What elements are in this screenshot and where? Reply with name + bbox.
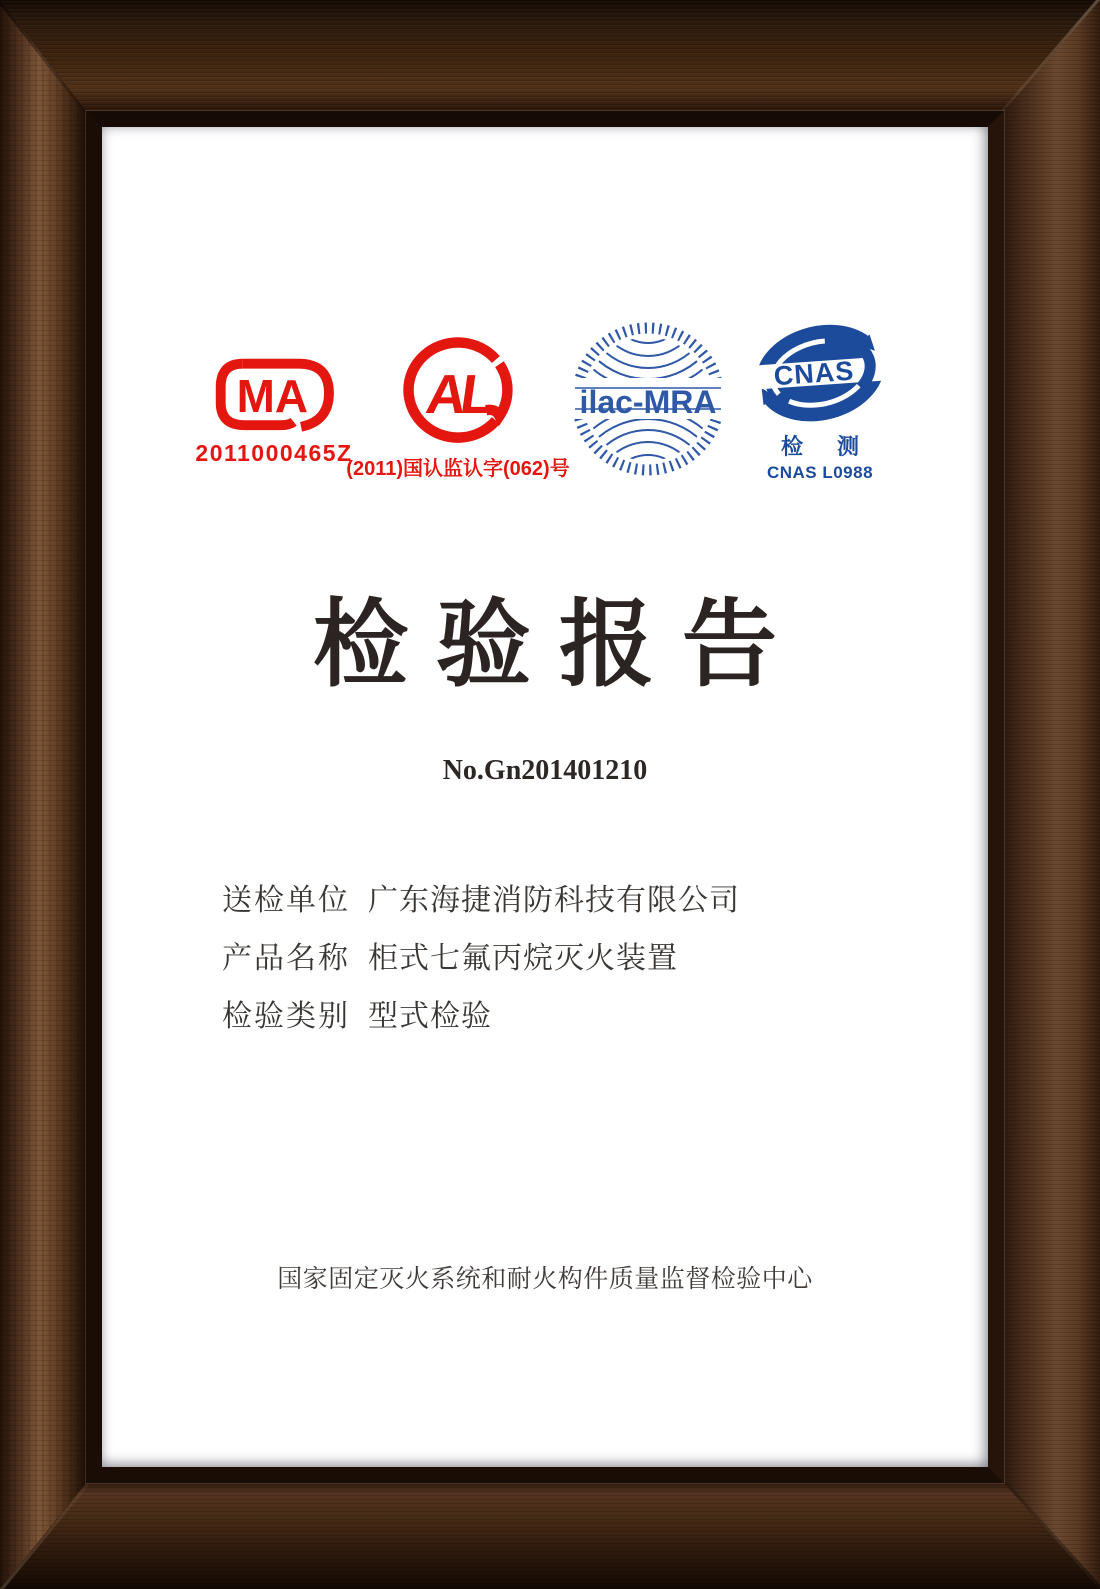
field-row-submitting-unit — [222, 875, 740, 933]
cal-letters: AL — [422, 363, 494, 425]
cal-certification-block — [346, 333, 570, 481]
report-number: No.Gn201401210 — [442, 755, 648, 786]
cma-letters: MA — [236, 370, 309, 423]
cnas-lab-code: CNAS L0988 — [766, 463, 874, 482]
issuing-center-name: 国家固定灭火系统和耐火构件质量监督检验中心 — [277, 1265, 813, 1293]
field-row-inspection-type — [222, 991, 740, 1049]
field-value: 柜式七氟丙烷灭火装置 — [368, 942, 678, 975]
cal-number: (2011)国认监认字(062)号 — [346, 458, 570, 480]
field-value: 广东海捷消防科技有限公司 — [368, 884, 740, 917]
cnas-mark-icon — [750, 321, 890, 425]
ilac-mra-stamp-icon — [570, 321, 726, 477]
report-fields — [222, 875, 740, 1049]
cnas-jiance-label: 检 测 — [780, 434, 874, 459]
ilac-mra-label: ilac-MRA — [579, 384, 717, 420]
report-title: 检验报告 — [312, 592, 805, 698]
field-row-product-name — [222, 933, 740, 991]
cal-mark-icon — [395, 333, 521, 449]
frame-top-rail — [0, 0, 1100, 111]
certificate-document — [102, 127, 988, 1467]
field-label: 检验类别 — [222, 1000, 350, 1033]
cma-number: 2011000465Z — [195, 440, 353, 466]
ilac-mra-block — [570, 321, 726, 477]
cnas-letters: CNAS — [772, 355, 856, 392]
frame-right-rail — [1004, 0, 1100, 1589]
cma-mark-icon — [200, 353, 348, 435]
frame-left-rail — [0, 0, 86, 1589]
field-label: 产品名称 — [222, 942, 350, 975]
cma-certification-block — [195, 353, 353, 467]
frame-bottom-rail — [0, 1483, 1100, 1589]
field-value: 型式检验 — [368, 1000, 492, 1033]
cnas-certification-block — [748, 321, 892, 483]
field-label: 送检单位 — [222, 884, 350, 917]
